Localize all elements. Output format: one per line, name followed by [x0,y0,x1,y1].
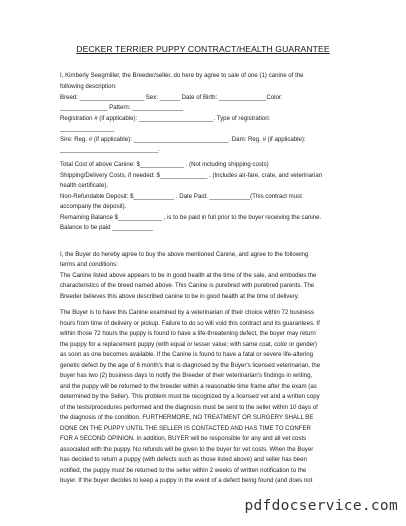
text-line: hours from time of delivery or pickup. Failure to do so will void this contract and its guarantees. If [60,320,320,327]
text-line: the puppy for a replacement puppy (with equal or lesser value; with same coat, color or gender) [60,341,318,348]
text-line: FOR A SECOND OPINION. In addition, BUYER will be responsible for any and all vet costs [60,435,307,442]
text-line: has decided to return a puppy (with defects such as those listed above) and seller has been [60,456,307,463]
text-line: accompany the deposit). [60,203,127,210]
text-line: The Canine listed above appears to be in good health at the time of the sale, and embodies the [60,272,317,279]
text-line: the diagnosis of the condition. FURTHERMORE, NO TREATMENT OR SURGERY SHALL BE [60,414,314,421]
text-line: Shipping/Delivery Costs, if needed: $______________ . (Includes air-fare, crate, and veterinarian [60,172,323,179]
text-line: terms and conditions: [60,261,118,268]
text-line: associated with the puppy. No refunds will be given to the buyer for vet costs. When the Buyer [60,446,314,453]
text-line: Registration # (if applicable): ______________________. Type of registration: [60,115,271,122]
text-line: I, the Buyer do hereby agree to buy the above mentioned Canine, and agree to the following [60,251,309,258]
text-line: Non-Refundable Deposit: $____________ . Date Paid: ____________(This contract must [60,193,302,200]
text-line: notified, the puppy must be returned to the seller within 2 weeks of written notification to the [60,467,307,474]
watermark-text: pdfdocservice.com [244,498,398,514]
text-line: The Buyer is to have this Canine examined by a veterinarian of their choice within 72 business [60,309,315,316]
document-title: DECKER TERRIER PUPPY CONTRACT/HEALTH GUARANTEE [76,44,330,54]
text-line: I, Kimberly Seegmiller, the Breeder/seller, do here by agree to sale of one (1) canine of the [60,72,304,79]
text-line: and the puppy will be returned to the breeder within a reasonable time frame after the exam (as [60,383,317,390]
text-line: determined by the Seller). This problem must be recognized by a licensed vet and a written copy [60,393,320,400]
text-line: within those 72 hours the puppy is found to have a life-threatening defect, the buyer may return [60,330,316,337]
text-line: Sire: Reg. # (if applicable): ____________________________. Dam: Reg. # (if applicable): [60,136,306,143]
text-line: characteristics of the breed named above. This Canine is purebred with purebred parents. The [60,282,315,289]
text-line: Total Cost of above Canine: $_____________ . (Not including shipping costs) [60,161,269,168]
text-line: of the tests/procedures performed and the diagnosis must be sent to the seller within 10 days of [60,404,318,411]
text-line: Breed: ___________________ Sex: ______ Date of Birth: ______________Color: [60,94,283,101]
text-line: as soon as one becomes available. If the Canine is found to have a fatal or severe life-altering [60,351,314,358]
text-line: ______________ Pattern: _______________ [60,104,184,111]
text-line: DONE ON THE PUPPY UNTIL THE SELLER IS CONTACTED AND HAS TIME TO CONFER [60,425,311,432]
text-line: Balance to be paid ____________ [60,224,153,231]
text-line: buyer has two (2) business days to notify the Breeder of their veterinarian's findings in writing, [60,372,313,379]
text-line: ________________ [60,125,115,132]
text-line: buyer. If the buyer decides to keep a puppy in the event of a defect being found (and does not [60,477,313,484]
text-line: Remaining Balance $_____________ , is to be paid in full prior to the buyer receiving the canine. [60,214,322,221]
text-line: _____________________________. [60,146,160,153]
text-line: health certificate). [60,182,109,189]
text-line: genetic defect by the age of 6 month's that is diagnosed by the Buyer's licensed veterinarian, the [60,362,321,369]
text-line: following description: [60,83,117,90]
text-line: Breeder believes this above described canine to be in good health at the time of delivery. [60,293,300,300]
